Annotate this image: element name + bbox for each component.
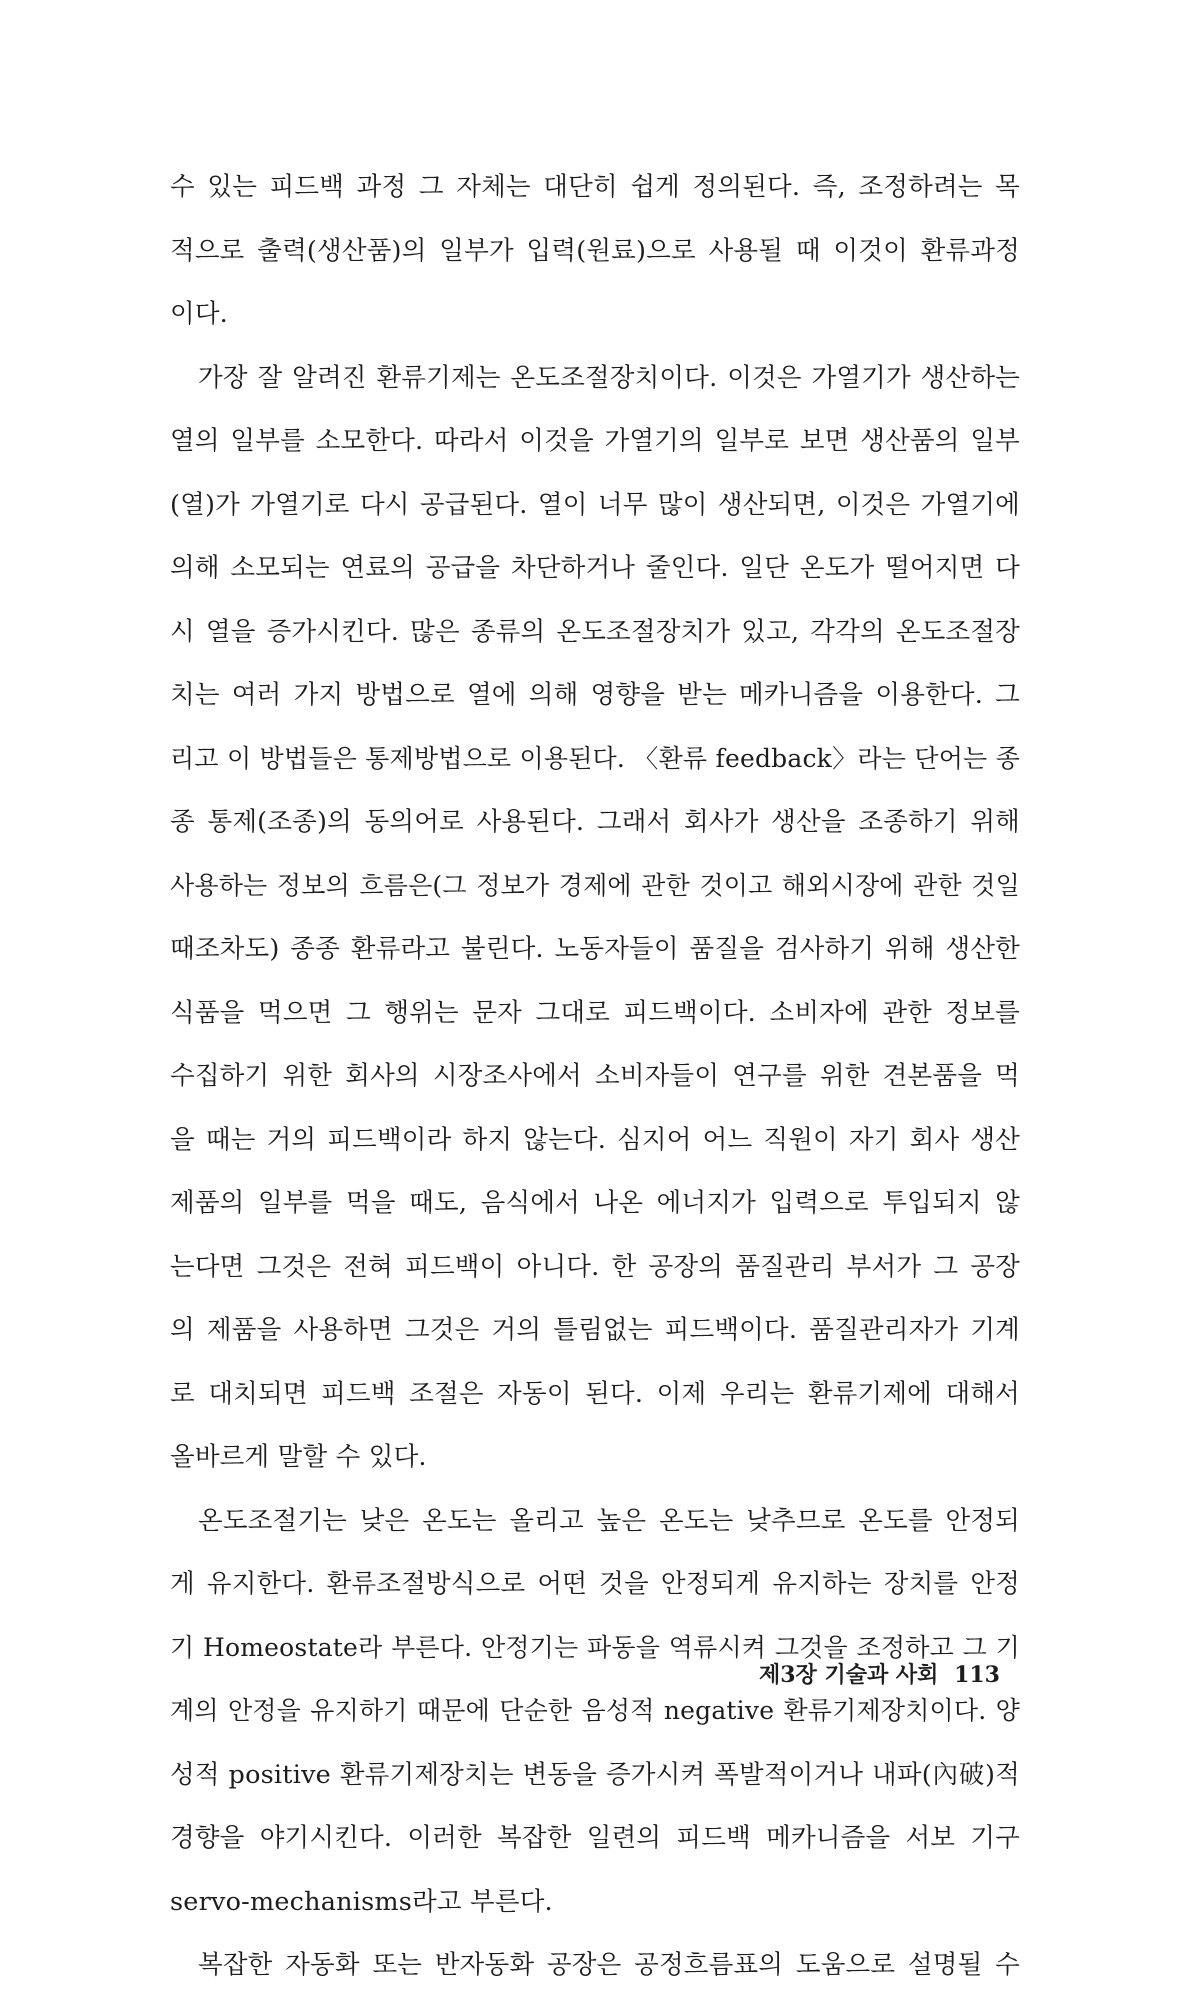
running-footer-chapter: 제3장 기술과 사회	[759, 1662, 939, 1688]
text-line: 시 열을 증가시킨다. 많은 종류의 온도조절장치가 있고, 각각의 온도조절장	[170, 616, 1020, 647]
text-line: 제품의 일부를 먹을 때도, 음식에서 나온 에너지가 입력으로 투입되지 않	[170, 1188, 1020, 1218]
text-line: 열의 일부를 소모한다. 따라서 이것을 가열기의 일부로 보면 생산품의 일부	[170, 426, 1020, 456]
text-line: 의해 소모되는 연료의 공급을 차단하거나 줄인다. 일단 온도가 떨어지면 다	[170, 553, 1020, 583]
text-line: 수 있는 피드백 과정 그 자체는 대단히 쉽게 정의된다. 즉, 조정하려는 목	[170, 172, 1020, 202]
text-line: 계의 안정을 유지하기 때문에 단순한 음성적 negative 환류기제장치이다. 양	[170, 1696, 1020, 1725]
body-text	[170, 162, 1020, 2004]
text-line: 때조차도) 종종 환류라고 불린다. 노동자들이 품질을 검사하기 위해 생산한	[170, 934, 1020, 964]
text-line: 기 Homeostate라 부른다. 안정기는 파동을 역류시켜 그것을 조정하고 그 기	[170, 1632, 1020, 1662]
text-line: 올바르게 말할 수 있다.	[170, 1442, 427, 1472]
text-line: 종 통제(조종)의 동의어로 사용된다. 그래서 회사가 생산을 조종하기 위해	[170, 807, 1020, 837]
text-line: 경향을 야기시킨다. 이러한 복잡한 일련의 피드백 메카니즘을 서보 기구	[170, 1823, 1020, 1853]
text-line: servo-mechanisms라고 부른다.	[170, 1886, 553, 1917]
text-line: 복잡한 자동화 또는 반자동화 공장은 공정흐름표의 도움으로 설명될 수	[198, 1950, 1020, 1980]
text-line: 치는 여러 가지 방법으로 열에 의해 영향을 받는 메카니즘을 이용한다. 그	[170, 680, 1020, 710]
text-line: 의 제품을 사용하면 그것은 거의 틀림없는 피드백이다. 품질관리자가 기계	[170, 1315, 1020, 1345]
page-footer	[730, 1658, 1000, 1689]
text-line: 게 유지한다. 환류조절방식으로 어떤 것을 안정되게 유지하는 장치를 안정	[170, 1569, 1020, 1599]
text-line: 는다면 그것은 전혀 피드백이 아니다. 한 공장의 품질관리 부서가 그 공장	[170, 1251, 1020, 1282]
text-line: 식품을 먹으면 그 행위는 문자 그대로 피드백이다. 소비자에 관한 정보를	[170, 997, 1020, 1028]
text-line: 가장 잘 알려진 환류기제는 온도조절장치이다. 이것은 가열기가 생산하는	[198, 362, 1020, 393]
text-line: 적으로 출력(생산품)의 일부가 입력(원료)으로 사용될 때 이것이 환류과정	[170, 235, 1020, 266]
text-line: 이다.	[170, 299, 228, 329]
text-line: 수집하기 위한 회사의 시장조사에서 소비자들이 연구를 위한 견본품을 먹	[170, 1061, 1020, 1091]
text-line: 온도조절기는 낮은 온도는 올리고 높은 온도는 낮추므로 온도를 안정되	[198, 1505, 1020, 1536]
text-line: 사용하는 정보의 흐름은(그 정보가 경제에 관한 것이고 해외시장에 관한 것일	[170, 870, 1020, 900]
text-line: 을 때는 거의 피드백이라 하지 않는다. 심지어 어느 직원이 자기 회사 생산	[170, 1124, 1020, 1155]
text-line: 리고 이 방법들은 통제방법으로 이용된다. 〈환류 feedback〉라는 단어는 종	[170, 743, 1020, 773]
page-number: 113	[954, 1662, 1000, 1688]
text-line: 성적 positive 환류기제장치는 변동을 증가시켜 폭발적이거나 내파(內破)적	[170, 1759, 1020, 1790]
text-line: (열)가 가열기로 다시 공급된다. 열이 너무 많이 생산되면, 이것은 가열기에	[170, 489, 1020, 520]
text-line: 로 대치되면 피드백 조절은 자동이 된다. 이제 우리는 환류기제에 대해서	[170, 1378, 1020, 1409]
